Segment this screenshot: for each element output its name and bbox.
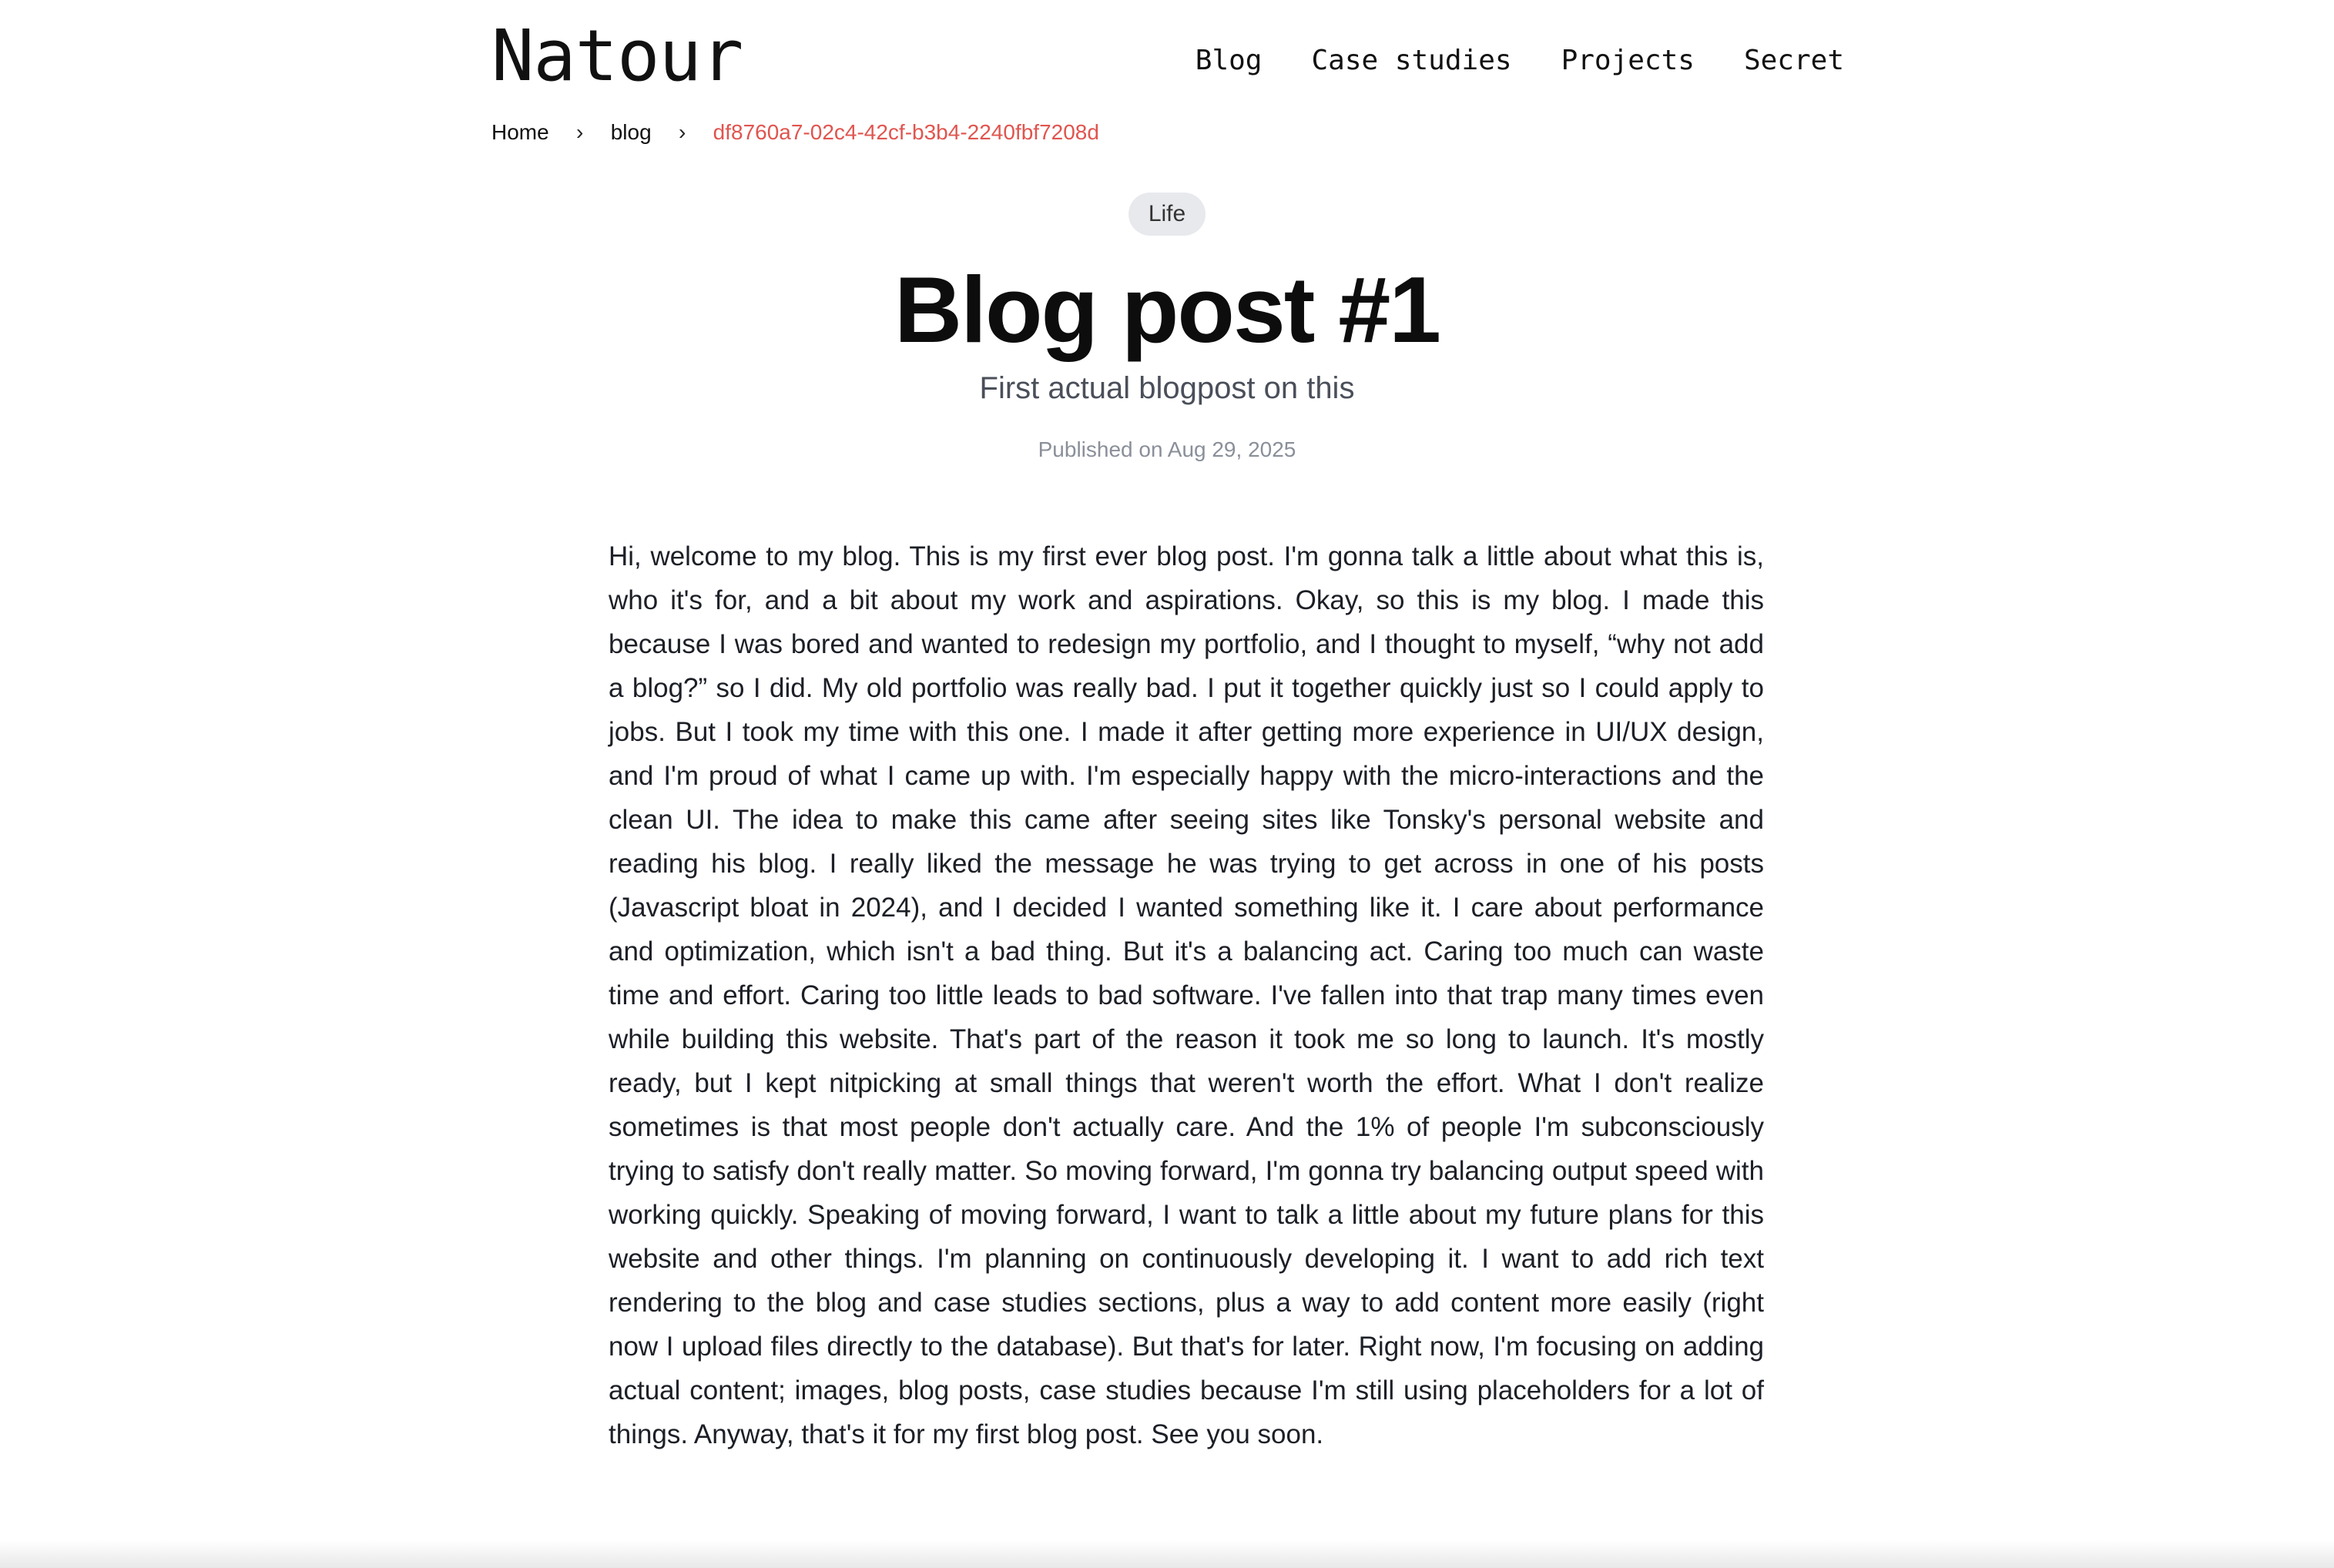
main-nav <box>1196 37 1844 83</box>
breadcrumb <box>491 116 1099 149</box>
nav-link-case-studies[interactable]: Case studies <box>1311 44 1512 76</box>
chevron-right-icon: › <box>576 120 584 144</box>
site-logo[interactable]: Natour <box>491 15 743 97</box>
post-header <box>0 193 2334 464</box>
breadcrumb-home[interactable]: Home <box>491 120 549 144</box>
publish-date: Published on Aug 29, 2025 <box>1038 437 1296 461</box>
nav-link-secret[interactable]: Secret <box>1743 44 1844 76</box>
scroll-fade <box>0 1540 2334 1568</box>
post-title: Blog post #1 <box>894 257 1440 362</box>
site-header <box>491 14 1844 99</box>
post-subtitle: First actual blogpost on this <box>979 371 1355 405</box>
nav-link-blog[interactable]: Blog <box>1195 44 1263 76</box>
breadcrumb-blog[interactable]: blog <box>610 120 652 144</box>
post-body: Hi, welcome to my blog. This is my first ever blog post. I'm gonna talk a little about what this is, who it's for, and a bit about my work and aspirations. Okay, so this is my blog. I made this because I was bored and wanted to redesign my portfolio, and I thought to myself, “why not add a blog?” so I did. My old portfolio was really bad. I put it together quickly just so I could apply to jobs. But I took my time with this one. I made it after getting more experience in UI/UX design, and I'm proud of what I came up with. I'm especially happy with the micro-interactions and the clean UI. The idea to make this came after seeing sites like Tonsky's personal website and reading his blog. I really liked the message he was trying to get across in one of his posts (Javascript bloat in 2024), and I decided I wanted something like it. I care about performance and optimization, which isn't a bad thing. But it's a balancing act. Caring too much can waste time and effort. Caring too little leads to bad software. I've fallen into that trap many times even while building this website. That's part of the reason it took me so long to launch. It's mostly ready, but I kept nitpicking at small things that weren't worth the effort. What I don't realize sometimes is that most people don't actually care. And the 1% of people I'm subconsciously trying to satisfy don't really matter. So moving forward, I'm gonna try balancing output speed with working quickly. Speaking of moving forward, I want to talk a little about my future plans for this website and other things. I'm planning on continuously developing it. I want to add rich text rendering to the blog and case studies sections, plus a way to add content more easily (right now I upload files directly to the database). But that's for later. Right now, I'm focusing on adding actual content; images, blog posts, case studies because I'm still using placeholders for a lot of things. Anyway, that's it for my first blog post. See you soon. <box>609 541 1764 1449</box>
nav-link-projects[interactable]: Projects <box>1561 44 1695 76</box>
category-badge: Life <box>1128 193 1206 236</box>
breadcrumb-current: df8760a7-02c4-42cf-b3b4-2240fbf7208d <box>713 120 1099 144</box>
chevron-right-icon: › <box>678 120 686 144</box>
